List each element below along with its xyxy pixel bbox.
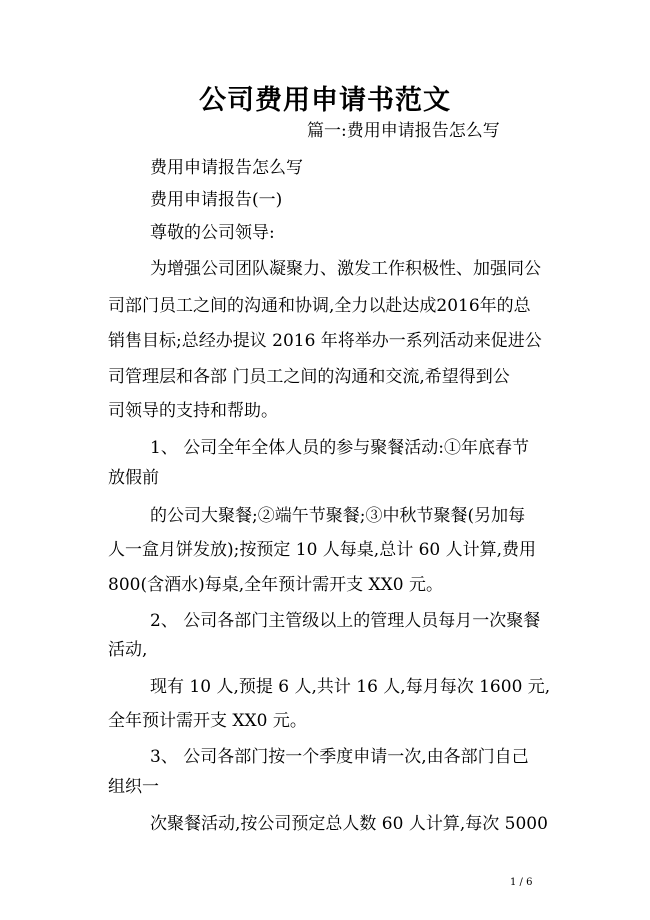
body-line: 全年预计需开支 XX0 元。 [108,711,307,731]
body-line: 现有 10 人,预提 6 人,共计 16 人,每月每次 1600 元, [150,677,551,697]
document-subtitle: 篇一:费用申请报告怎么写 [307,121,500,141]
body-line: 销售目标;总经办提议 2016 年将举办一系列活动来促进公 [108,331,542,351]
body-line: 司管理层和各部 门员工之间的沟通和交流,希望得到公 [108,367,510,387]
body-line: 司部门员工之间的沟通和协调,全力以赴达成2016年的总 [108,296,531,316]
list-item-2: 2、 公司各部门主管级以上的管理人员每月一次聚餐 [150,611,541,631]
document-title: 公司费用申请书范文 [199,85,451,116]
body-line: 费用申请报告(一) [150,190,283,210]
body-line: 司领导的支持和帮助。 [108,401,278,421]
body-line: 800(含酒水)每桌,全年预计需开支 XX0 元。 [108,575,443,595]
body-line: 人一盒月饼发放);按预定 10 人每桌,总计 60 人计算,费用 [108,540,537,560]
list-item-1: 1、 公司全年全体人员的参与聚餐活动:①年底春节 [150,438,529,458]
body-line: 放假前 [108,468,159,488]
body-line: 为增强公司团队凝聚力、激发工作积极性、加强同公 [150,259,541,279]
body-line: 费用申请报告怎么写 [150,158,303,178]
body-line: 的公司大聚餐;②端午节聚餐;③中秋节聚餐(另加每 [150,506,526,526]
list-item-3: 3、 公司各部门按一个季度申请一次,由各部门自己 [150,747,529,767]
body-line: 组织一 [108,777,159,797]
body-line: 活动, [108,640,148,660]
body-line: 尊敬的公司领导: [150,223,275,243]
page-indicator: 1 / 6 [510,877,533,888]
body-line: 次聚餐活动,按公司预定总人数 60 人计算,每次 5000 [150,814,548,834]
